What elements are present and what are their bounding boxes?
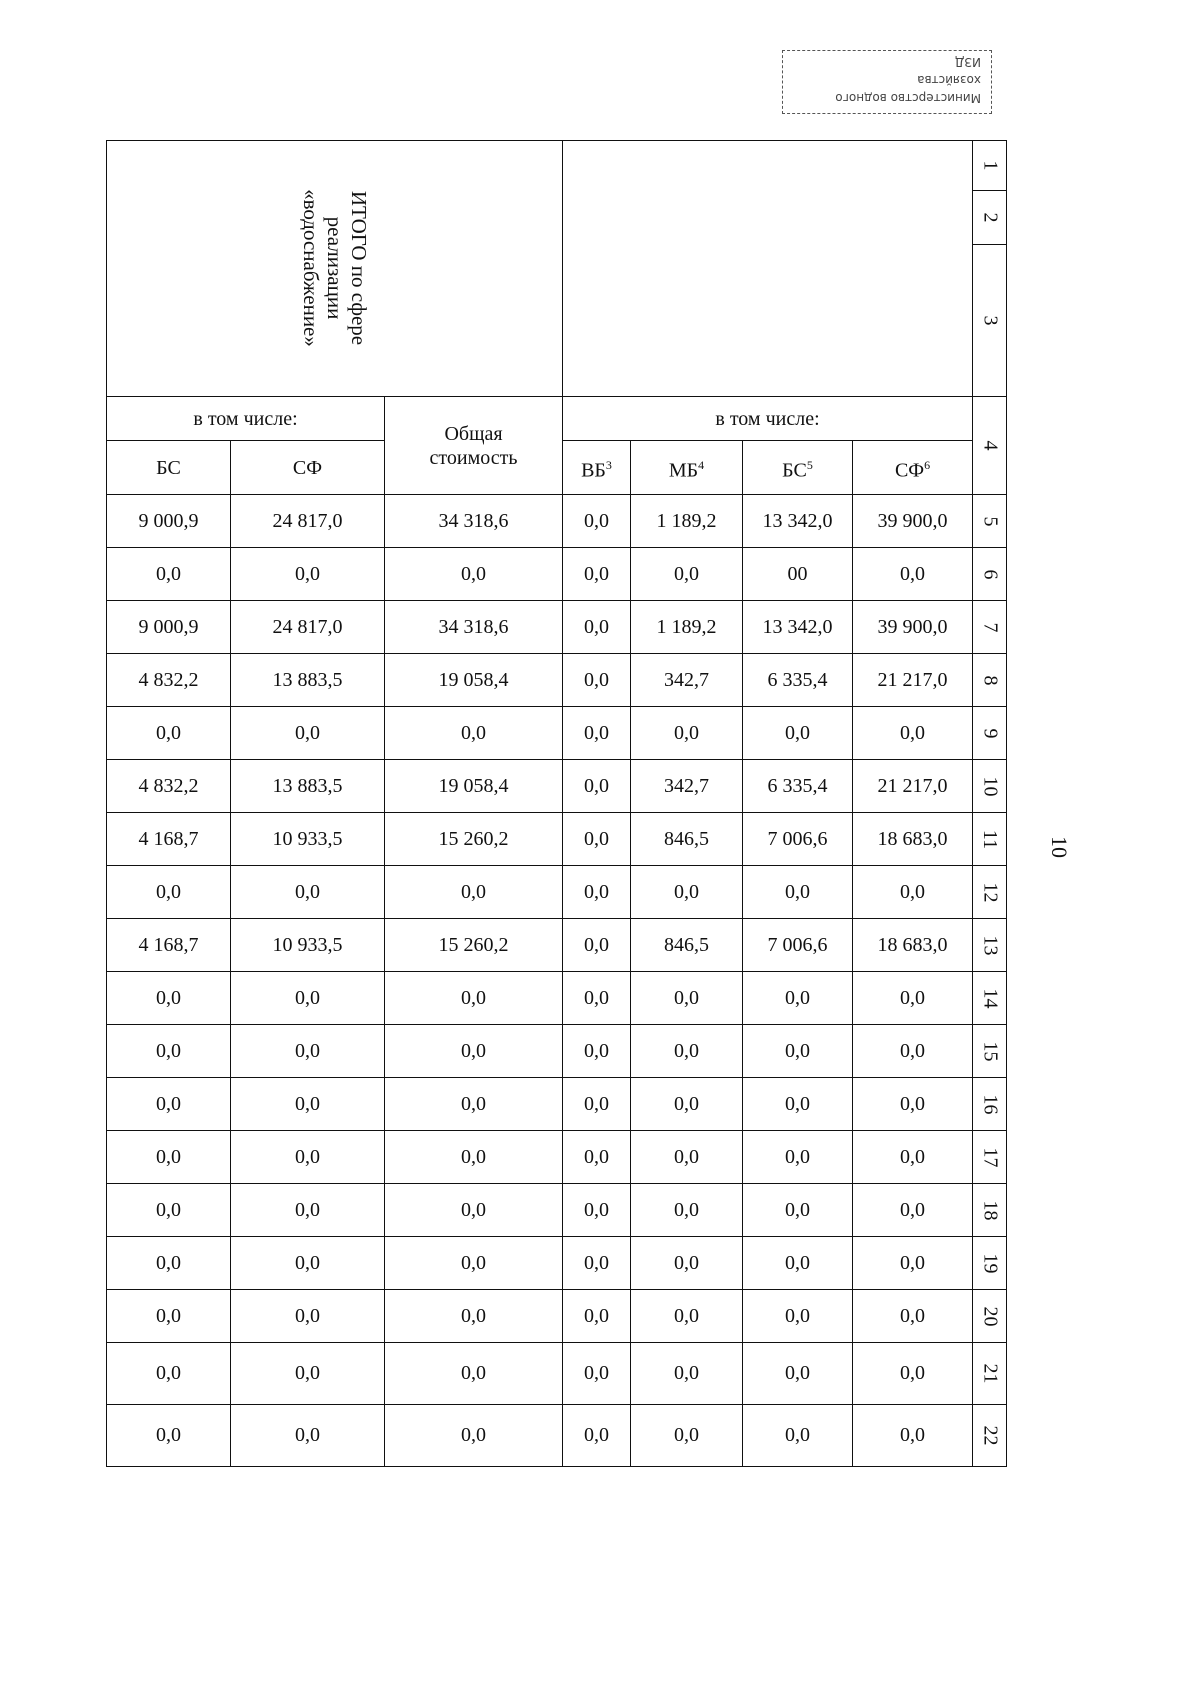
cell-vb: 0,0 bbox=[563, 601, 631, 654]
cell-mb: 342,7 bbox=[631, 654, 743, 707]
total-cost-header: Общая стоимость bbox=[385, 397, 563, 495]
table-row bbox=[107, 548, 1007, 601]
header-row-1 bbox=[107, 397, 1007, 441]
cell-sf2: 39 900,0 bbox=[853, 495, 973, 548]
in-total-left: в том числе: bbox=[107, 397, 385, 441]
cell-vb: 0,0 bbox=[563, 1290, 631, 1343]
cell-vb: 0,0 bbox=[563, 760, 631, 813]
cell-vb: 0,0 bbox=[563, 813, 631, 866]
cell-bs: 0,0 bbox=[107, 1131, 231, 1184]
row-number: 10 bbox=[973, 760, 1007, 813]
cell-vb: 0,0 bbox=[563, 1184, 631, 1237]
cell-total: 15 260,2 bbox=[385, 919, 563, 972]
cell-total: 0,0 bbox=[385, 707, 563, 760]
cell-bs: 4 832,2 bbox=[107, 760, 231, 813]
header-sf: СФ bbox=[231, 441, 385, 495]
cell-bs2: 0,0 bbox=[743, 1184, 853, 1237]
budget-table bbox=[106, 140, 1007, 1467]
cell-sf2: 21 217,0 bbox=[853, 760, 973, 813]
cell-vb: 0,0 bbox=[563, 707, 631, 760]
cell-mb: 0,0 bbox=[631, 866, 743, 919]
cell-vb: 0,0 bbox=[563, 866, 631, 919]
row-number: 21 bbox=[973, 1343, 1007, 1405]
table-row bbox=[107, 1078, 1007, 1131]
table-row bbox=[107, 1025, 1007, 1078]
row-number: 22 bbox=[973, 1405, 1007, 1467]
cell-sf: 0,0 bbox=[231, 1290, 385, 1343]
cell-bs: 0,0 bbox=[107, 1078, 231, 1131]
cell-bs: 0,0 bbox=[107, 707, 231, 760]
cell-vb: 0,0 bbox=[563, 1405, 631, 1467]
cell-total: 0,0 bbox=[385, 972, 563, 1025]
cell-vb: 0,0 bbox=[563, 1078, 631, 1131]
cell-sf2: 0,0 bbox=[853, 1131, 973, 1184]
cell-sf: 24 817,0 bbox=[231, 601, 385, 654]
table-row bbox=[107, 813, 1007, 866]
cell-sf2: 0,0 bbox=[853, 1343, 973, 1405]
cell-sf2: 0,0 bbox=[853, 548, 973, 601]
cell-sf: 0,0 bbox=[231, 1343, 385, 1405]
cell-vb: 0,0 bbox=[563, 1343, 631, 1405]
table-row bbox=[107, 707, 1007, 760]
cell-sf: 0,0 bbox=[231, 1025, 385, 1078]
cell-bs2: 7 006,6 bbox=[743, 919, 853, 972]
cell-sf2: 0,0 bbox=[853, 1237, 973, 1290]
row-number: 6 bbox=[973, 548, 1007, 601]
row-number: 19 bbox=[973, 1237, 1007, 1290]
section-title: ИТОГО по сфере реализации «водоснабжение» bbox=[298, 189, 371, 347]
row-number: 8 bbox=[973, 654, 1007, 707]
cell-vb: 0,0 bbox=[563, 495, 631, 548]
cell-mb: 0,0 bbox=[631, 1078, 743, 1131]
cell-bs2: 6 335,4 bbox=[743, 654, 853, 707]
cell-total: 0,0 bbox=[385, 1290, 563, 1343]
cell-bs2: 0,0 bbox=[743, 972, 853, 1025]
cell-mb: 1 189,2 bbox=[631, 601, 743, 654]
table-row bbox=[107, 601, 1007, 654]
row-number: 14 bbox=[973, 972, 1007, 1025]
cell-bs2: 0,0 bbox=[743, 1405, 853, 1467]
cell-sf: 0,0 bbox=[231, 707, 385, 760]
cell-mb: 0,0 bbox=[631, 1343, 743, 1405]
cell-total: 34 318,6 bbox=[385, 601, 563, 654]
cell-sf2: 21 217,0 bbox=[853, 654, 973, 707]
cell-total: 0,0 bbox=[385, 1131, 563, 1184]
col-number-3: 3 bbox=[973, 245, 1007, 397]
cell-sf2: 0,0 bbox=[853, 1025, 973, 1078]
row-number: 16 bbox=[973, 1078, 1007, 1131]
cell-bs: 0,0 bbox=[107, 1237, 231, 1290]
cell-total: 15 260,2 bbox=[385, 813, 563, 866]
cell-sf: 13 883,5 bbox=[231, 654, 385, 707]
table-row bbox=[107, 1237, 1007, 1290]
row-number: 18 bbox=[973, 1184, 1007, 1237]
cell-bs: 0,0 bbox=[107, 1184, 231, 1237]
cell-sf: 24 817,0 bbox=[231, 495, 385, 548]
cell-sf2: 0,0 bbox=[853, 866, 973, 919]
table-row bbox=[107, 866, 1007, 919]
cell-bs: 0,0 bbox=[107, 866, 231, 919]
cell-sf2: 0,0 bbox=[853, 707, 973, 760]
cell-mb: 846,5 bbox=[631, 919, 743, 972]
table-row bbox=[107, 760, 1007, 813]
cell-bs: 0,0 bbox=[107, 1025, 231, 1078]
title-cell bbox=[107, 141, 563, 397]
cell-bs2: 0,0 bbox=[743, 1343, 853, 1405]
cell-bs: 0,0 bbox=[107, 972, 231, 1025]
cell-bs: 4 168,7 bbox=[107, 919, 231, 972]
cell-mb: 0,0 bbox=[631, 1131, 743, 1184]
cell-sf: 0,0 bbox=[231, 1237, 385, 1290]
cell-mb: 0,0 bbox=[631, 972, 743, 1025]
cell-bs: 0,0 bbox=[107, 1343, 231, 1405]
cell-mb: 0,0 bbox=[631, 1025, 743, 1078]
cell-bs2: 0,0 bbox=[743, 1131, 853, 1184]
cell-vb: 0,0 bbox=[563, 548, 631, 601]
cell-bs: 9 000,9 bbox=[107, 495, 231, 548]
cell-sf: 0,0 bbox=[231, 1131, 385, 1184]
cell-bs2: 0,0 bbox=[743, 1025, 853, 1078]
empty-header-cell bbox=[563, 141, 973, 397]
cell-total: 0,0 bbox=[385, 1184, 563, 1237]
cell-sf: 0,0 bbox=[231, 1184, 385, 1237]
cell-total: 34 318,6 bbox=[385, 495, 563, 548]
budget-table-container bbox=[106, 140, 1007, 1467]
row-number: 7 bbox=[973, 601, 1007, 654]
row-number: 17 bbox=[973, 1131, 1007, 1184]
header-bs: БС bbox=[107, 441, 231, 495]
table-row bbox=[107, 1184, 1007, 1237]
page-number: 10 bbox=[1047, 836, 1072, 858]
header-sf2: $СФ^6$ bbox=[853, 441, 973, 495]
cell-bs2: 0,0 bbox=[743, 707, 853, 760]
cell-bs: 9 000,9 bbox=[107, 601, 231, 654]
table-row bbox=[107, 972, 1007, 1025]
col-number-4: 4 bbox=[973, 397, 1007, 495]
row-number: 15 bbox=[973, 1025, 1007, 1078]
cell-bs2: 0,0 bbox=[743, 1078, 853, 1131]
cell-total: 0,0 bbox=[385, 866, 563, 919]
cell-bs2: 0,0 bbox=[743, 1290, 853, 1343]
cell-sf2: 0,0 bbox=[853, 1290, 973, 1343]
cell-mb: 0,0 bbox=[631, 1184, 743, 1237]
cell-sf: 10 933,5 bbox=[231, 813, 385, 866]
cell-total: 0,0 bbox=[385, 1078, 563, 1131]
cell-bs: 4 832,2 bbox=[107, 654, 231, 707]
cell-sf2: 0,0 bbox=[853, 1184, 973, 1237]
cell-sf2: 0,0 bbox=[853, 972, 973, 1025]
header-vb: $ВБ^3$ bbox=[563, 441, 631, 495]
cell-mb: 0,0 bbox=[631, 1237, 743, 1290]
table-row bbox=[107, 1290, 1007, 1343]
cell-bs2: 7 006,6 bbox=[743, 813, 853, 866]
row-number: 12 bbox=[973, 866, 1007, 919]
cell-sf2: 0,0 bbox=[853, 1405, 973, 1467]
stamp-line-2: хозяйства bbox=[917, 73, 981, 87]
cell-vb: 0,0 bbox=[563, 972, 631, 1025]
cell-vb: 0,0 bbox=[563, 919, 631, 972]
approval-stamp bbox=[782, 50, 992, 114]
cell-sf: 0,0 bbox=[231, 972, 385, 1025]
cell-sf: 13 883,5 bbox=[231, 760, 385, 813]
in-total-right: в том числе: bbox=[563, 397, 973, 441]
cell-total: 19 058,4 bbox=[385, 760, 563, 813]
cell-mb: 1 189,2 bbox=[631, 495, 743, 548]
cell-bs: 0,0 bbox=[107, 1290, 231, 1343]
cell-sf2: 18 683,0 bbox=[853, 813, 973, 866]
cell-sf: 0,0 bbox=[231, 866, 385, 919]
table-row bbox=[107, 1131, 1007, 1184]
cell-sf: 0,0 bbox=[231, 1405, 385, 1467]
title-row-1 bbox=[107, 141, 1007, 191]
cell-sf: 0,0 bbox=[231, 1078, 385, 1131]
cell-mb: 0,0 bbox=[631, 548, 743, 601]
cell-mb: 0,0 bbox=[631, 1405, 743, 1467]
cell-sf2: 0,0 bbox=[853, 1078, 973, 1131]
cell-mb: 0,0 bbox=[631, 1290, 743, 1343]
cell-vb: 0,0 bbox=[563, 1131, 631, 1184]
cell-total: 0,0 bbox=[385, 1025, 563, 1078]
cell-bs2: 13 342,0 bbox=[743, 601, 853, 654]
cell-total: 0,0 bbox=[385, 1237, 563, 1290]
table-row bbox=[107, 1405, 1007, 1467]
table-row bbox=[107, 654, 1007, 707]
cell-bs2: 0,0 bbox=[743, 1237, 853, 1290]
cell-mb: 342,7 bbox=[631, 760, 743, 813]
cell-vb: 0,0 bbox=[563, 1237, 631, 1290]
cell-vb: 0,0 bbox=[563, 1025, 631, 1078]
col-number-1: 1 bbox=[973, 141, 1007, 191]
stamp-line-1: Министерство водного bbox=[835, 91, 981, 105]
cell-total: 0,0 bbox=[385, 548, 563, 601]
cell-bs2: 13 342,0 bbox=[743, 495, 853, 548]
table-row bbox=[107, 919, 1007, 972]
row-number: 11 bbox=[973, 813, 1007, 866]
row-number: 13 bbox=[973, 919, 1007, 972]
cell-mb: 846,5 bbox=[631, 813, 743, 866]
row-number: 5 bbox=[973, 495, 1007, 548]
cell-bs2: 6 335,4 bbox=[743, 760, 853, 813]
col-number-2: 2 bbox=[973, 191, 1007, 245]
cell-bs: 0,0 bbox=[107, 548, 231, 601]
cell-bs: 4 168,7 bbox=[107, 813, 231, 866]
cell-total: 19 058,4 bbox=[385, 654, 563, 707]
row-number: 9 bbox=[973, 707, 1007, 760]
stamp-line-3: ИЗД bbox=[954, 55, 981, 69]
cell-total: 0,0 bbox=[385, 1405, 563, 1467]
cell-total: 0,0 bbox=[385, 1343, 563, 1405]
cell-bs2: 00 bbox=[743, 548, 853, 601]
cell-sf: 10 933,5 bbox=[231, 919, 385, 972]
header-mb: $МБ^4$ bbox=[631, 441, 743, 495]
cell-sf2: 18 683,0 bbox=[853, 919, 973, 972]
table-row bbox=[107, 1343, 1007, 1405]
header-bs2: $БС^5$ bbox=[743, 441, 853, 495]
cell-bs: 0,0 bbox=[107, 1405, 231, 1467]
cell-bs2: 0,0 bbox=[743, 866, 853, 919]
cell-sf2: 39 900,0 bbox=[853, 601, 973, 654]
cell-mb: 0,0 bbox=[631, 707, 743, 760]
cell-vb: 0,0 bbox=[563, 654, 631, 707]
row-number: 20 bbox=[973, 1290, 1007, 1343]
table-row bbox=[107, 495, 1007, 548]
cell-sf: 0,0 bbox=[231, 548, 385, 601]
